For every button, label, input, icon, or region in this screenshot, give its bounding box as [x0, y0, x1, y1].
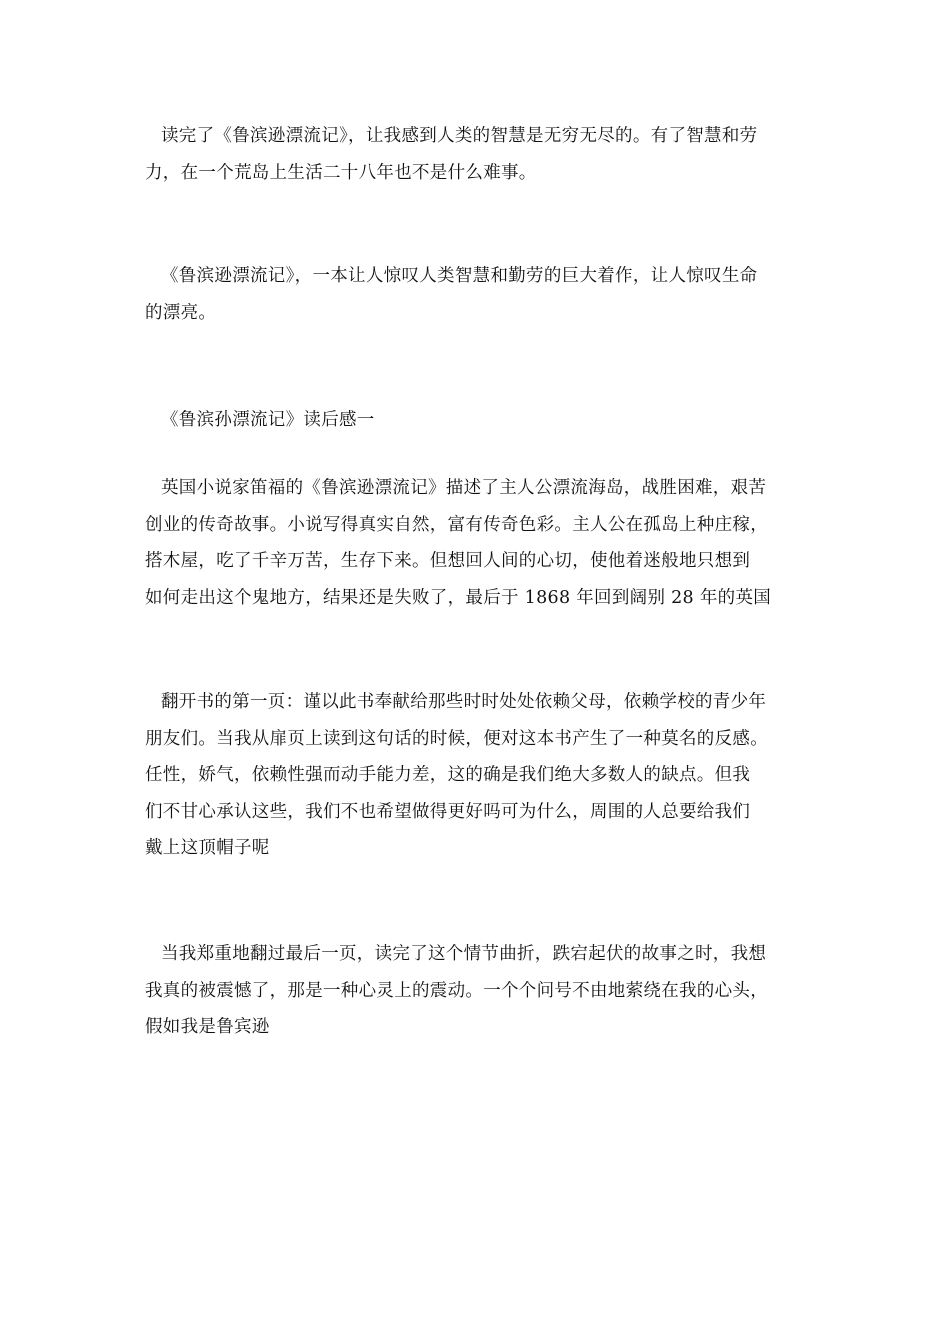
paragraph-line: 创业的传奇故事。小说写得真实自然，富有传奇色彩。主人公在孤岛上种庄稼，	[145, 514, 768, 535]
paragraph-line: 们不甘心承认这些，我们不也希望做得更好吗可为什么，周围的人总要给我们	[145, 801, 751, 822]
paragraph-last-page	[145, 936, 810, 1046]
paragraph-line: 如何走出这个鬼地方，结果还是失败了，最后于 1868 年回到阔别 28 年的英国	[145, 587, 772, 608]
paragraph-line: 的漂亮。	[145, 302, 217, 323]
paragraph-line: 搭木屋，吃了千辛万苦，生存下来。但想回人间的心切，使他着迷般地只想到	[145, 551, 751, 571]
paragraph-line: 朋友们。当我从扉页上读到这句话的时候，便对这本书产生了一种莫名的反感。	[145, 728, 768, 749]
paragraph-line: 假如我是鲁宾逊	[145, 1017, 270, 1037]
section-heading	[145, 402, 810, 439]
paragraph-line: 英国小说家笛福的《鲁滨逊漂流记》描述了主人公漂流海岛，战胜困难，艰苦	[161, 478, 767, 498]
paragraph-line: 力，在一个荒岛上生活二十八年也不是什么难事。	[145, 162, 537, 183]
paragraph-line: 当我郑重地翻过最后一页，读完了这个情节曲折，跌宕起伏的故事之时，我想	[161, 944, 767, 964]
paragraph-first-page	[145, 684, 810, 867]
paragraph-line: 读完了《鲁滨逊漂流记》，让我感到人类的智慧是无穷无尽的。有了智慧和劳	[161, 126, 758, 146]
paragraph-line: 翻开书的第一页：谨以此书奉献给那些时时处处依赖父母，依赖学校的青少年	[161, 692, 767, 712]
paragraph-line: 任性，娇气，依赖性强而动手能力差，这的确是我们绝大多数人的缺点。但我	[145, 765, 751, 785]
paragraph-line: 戴上这顶帽子呢	[145, 838, 270, 858]
paragraph-intro	[145, 118, 810, 191]
paragraph-line: 我真的被震憾了，那是一种心灵上的震动。一个个问号不由地萦绕在我的心头，	[145, 980, 768, 1001]
heading-line: 《鲁滨孙漂流记》读后感一	[161, 410, 375, 430]
paragraph-summary	[145, 470, 810, 616]
paragraph-line: 《鲁滨逊漂流记》，一本让人惊叹人类智慧和勤劳的巨大着作，让人惊叹生命	[161, 266, 758, 286]
paragraph-praise	[145, 258, 810, 331]
